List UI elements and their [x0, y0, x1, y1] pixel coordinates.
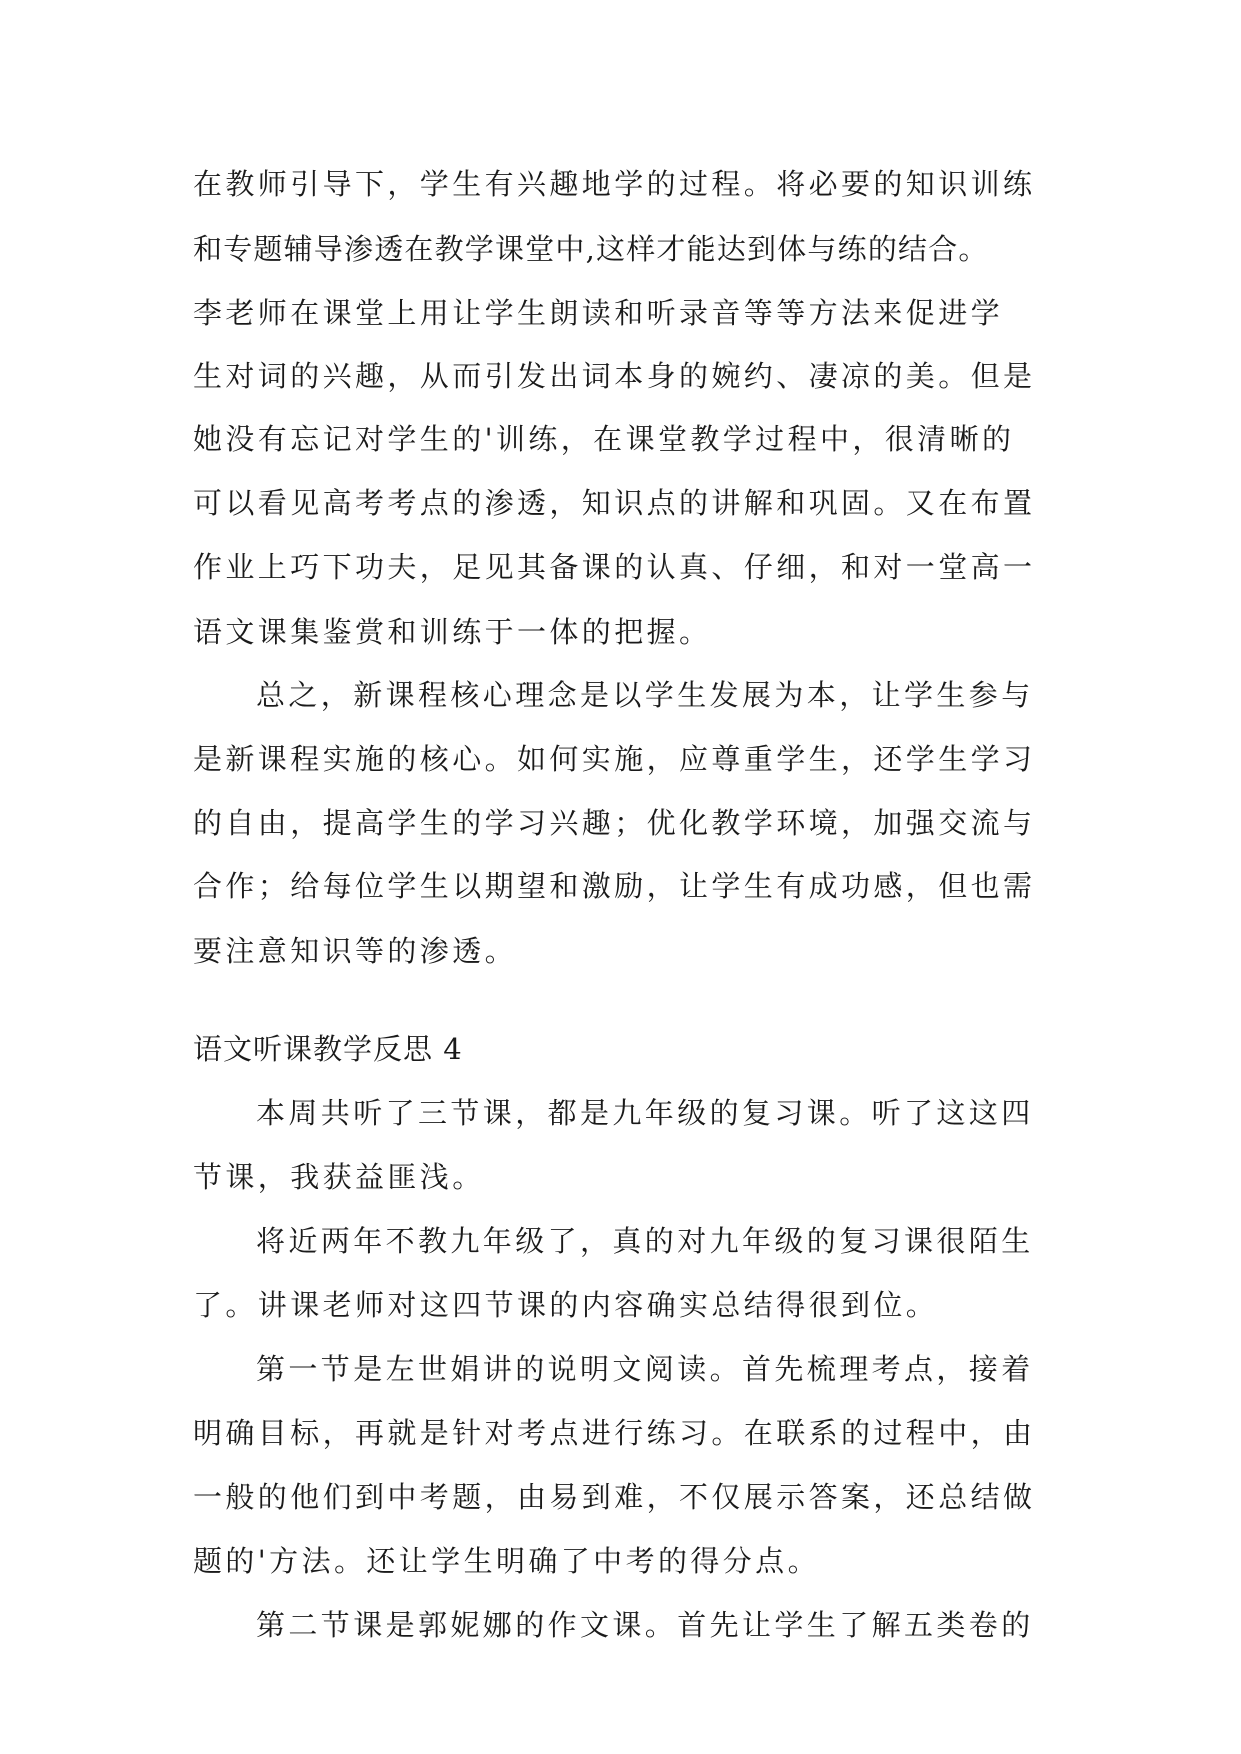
paragraph-line: 节课，我获益匪浅。 — [193, 1160, 485, 1194]
section-heading: 语文听课教学反思 4 — [193, 1032, 463, 1066]
paragraph-line: 第二节课是郭妮娜的作文课。首先让学生了解五类卷的 — [256, 1608, 1034, 1642]
paragraph-line: 语文课集鉴赏和训练于一体的把握。 — [193, 615, 712, 649]
paragraph-line: 总之，新课程核心理念是以学生发展为本，让学生参与 — [256, 678, 1034, 712]
paragraph-line: 第一节是左世娟讲的说明文阅读。首先梳理考点，接着 — [256, 1352, 1034, 1386]
paragraph-line: 要注意知识等的渗透。 — [193, 934, 518, 968]
paragraph-line: 本周共听了三节课，都是九年级的复习课。听了这这四 — [256, 1096, 1034, 1130]
paragraph-line: 一般的他们到中考题，由易到难，不仅展示答案，还总结做 — [193, 1480, 1036, 1514]
paragraph-line: 合作；给每位学生以期望和激励，让学生有成功感，但也需 — [193, 869, 1036, 903]
paragraph-line: 生对词的兴趣，从而引发出词本身的婉约、凄凉的美。但是 — [193, 359, 1036, 393]
paragraph-line: 李老师在课堂上用让学生朗读和听录音等等方法来促进学 — [193, 296, 1004, 330]
paragraph-line: 可以看见高考考点的渗透，知识点的讲解和巩固。又在布置 — [193, 486, 1036, 520]
paragraph-line: 明确目标，再就是针对考点进行练习。在联系的过程中，由 — [193, 1416, 1036, 1450]
paragraph-line: 她没有忘记对学生的'训练，在课堂教学过程中，很清晰的 — [193, 422, 1015, 456]
paragraph-line: 在教师引导下，学生有兴趣地学的过程。将必要的知识训练 — [193, 167, 1036, 201]
paragraph-line: 和专题辅导渗透在教学课堂中,这样才能达到体与练的结合。 — [193, 232, 989, 266]
paragraph-line: 的自由，提高学生的学习兴趣；优化教学环境，加强交流与 — [193, 806, 1036, 840]
paragraph-line: 题的'方法。还让学生明确了中考的得分点。 — [193, 1544, 820, 1578]
paragraph-line: 作业上巧下功夫，足见其备课的认真、仔细，和对一堂高一 — [193, 550, 1036, 584]
paragraph-line: 了。讲课老师对这四节课的内容确实总结得很到位。 — [193, 1288, 939, 1322]
paragraph-line: 是新课程实施的核心。如何实施，应尊重学生，还学生学习 — [193, 742, 1036, 776]
paragraph-line: 将近两年不教九年级了，真的对九年级的复习课很陌生 — [256, 1224, 1034, 1258]
